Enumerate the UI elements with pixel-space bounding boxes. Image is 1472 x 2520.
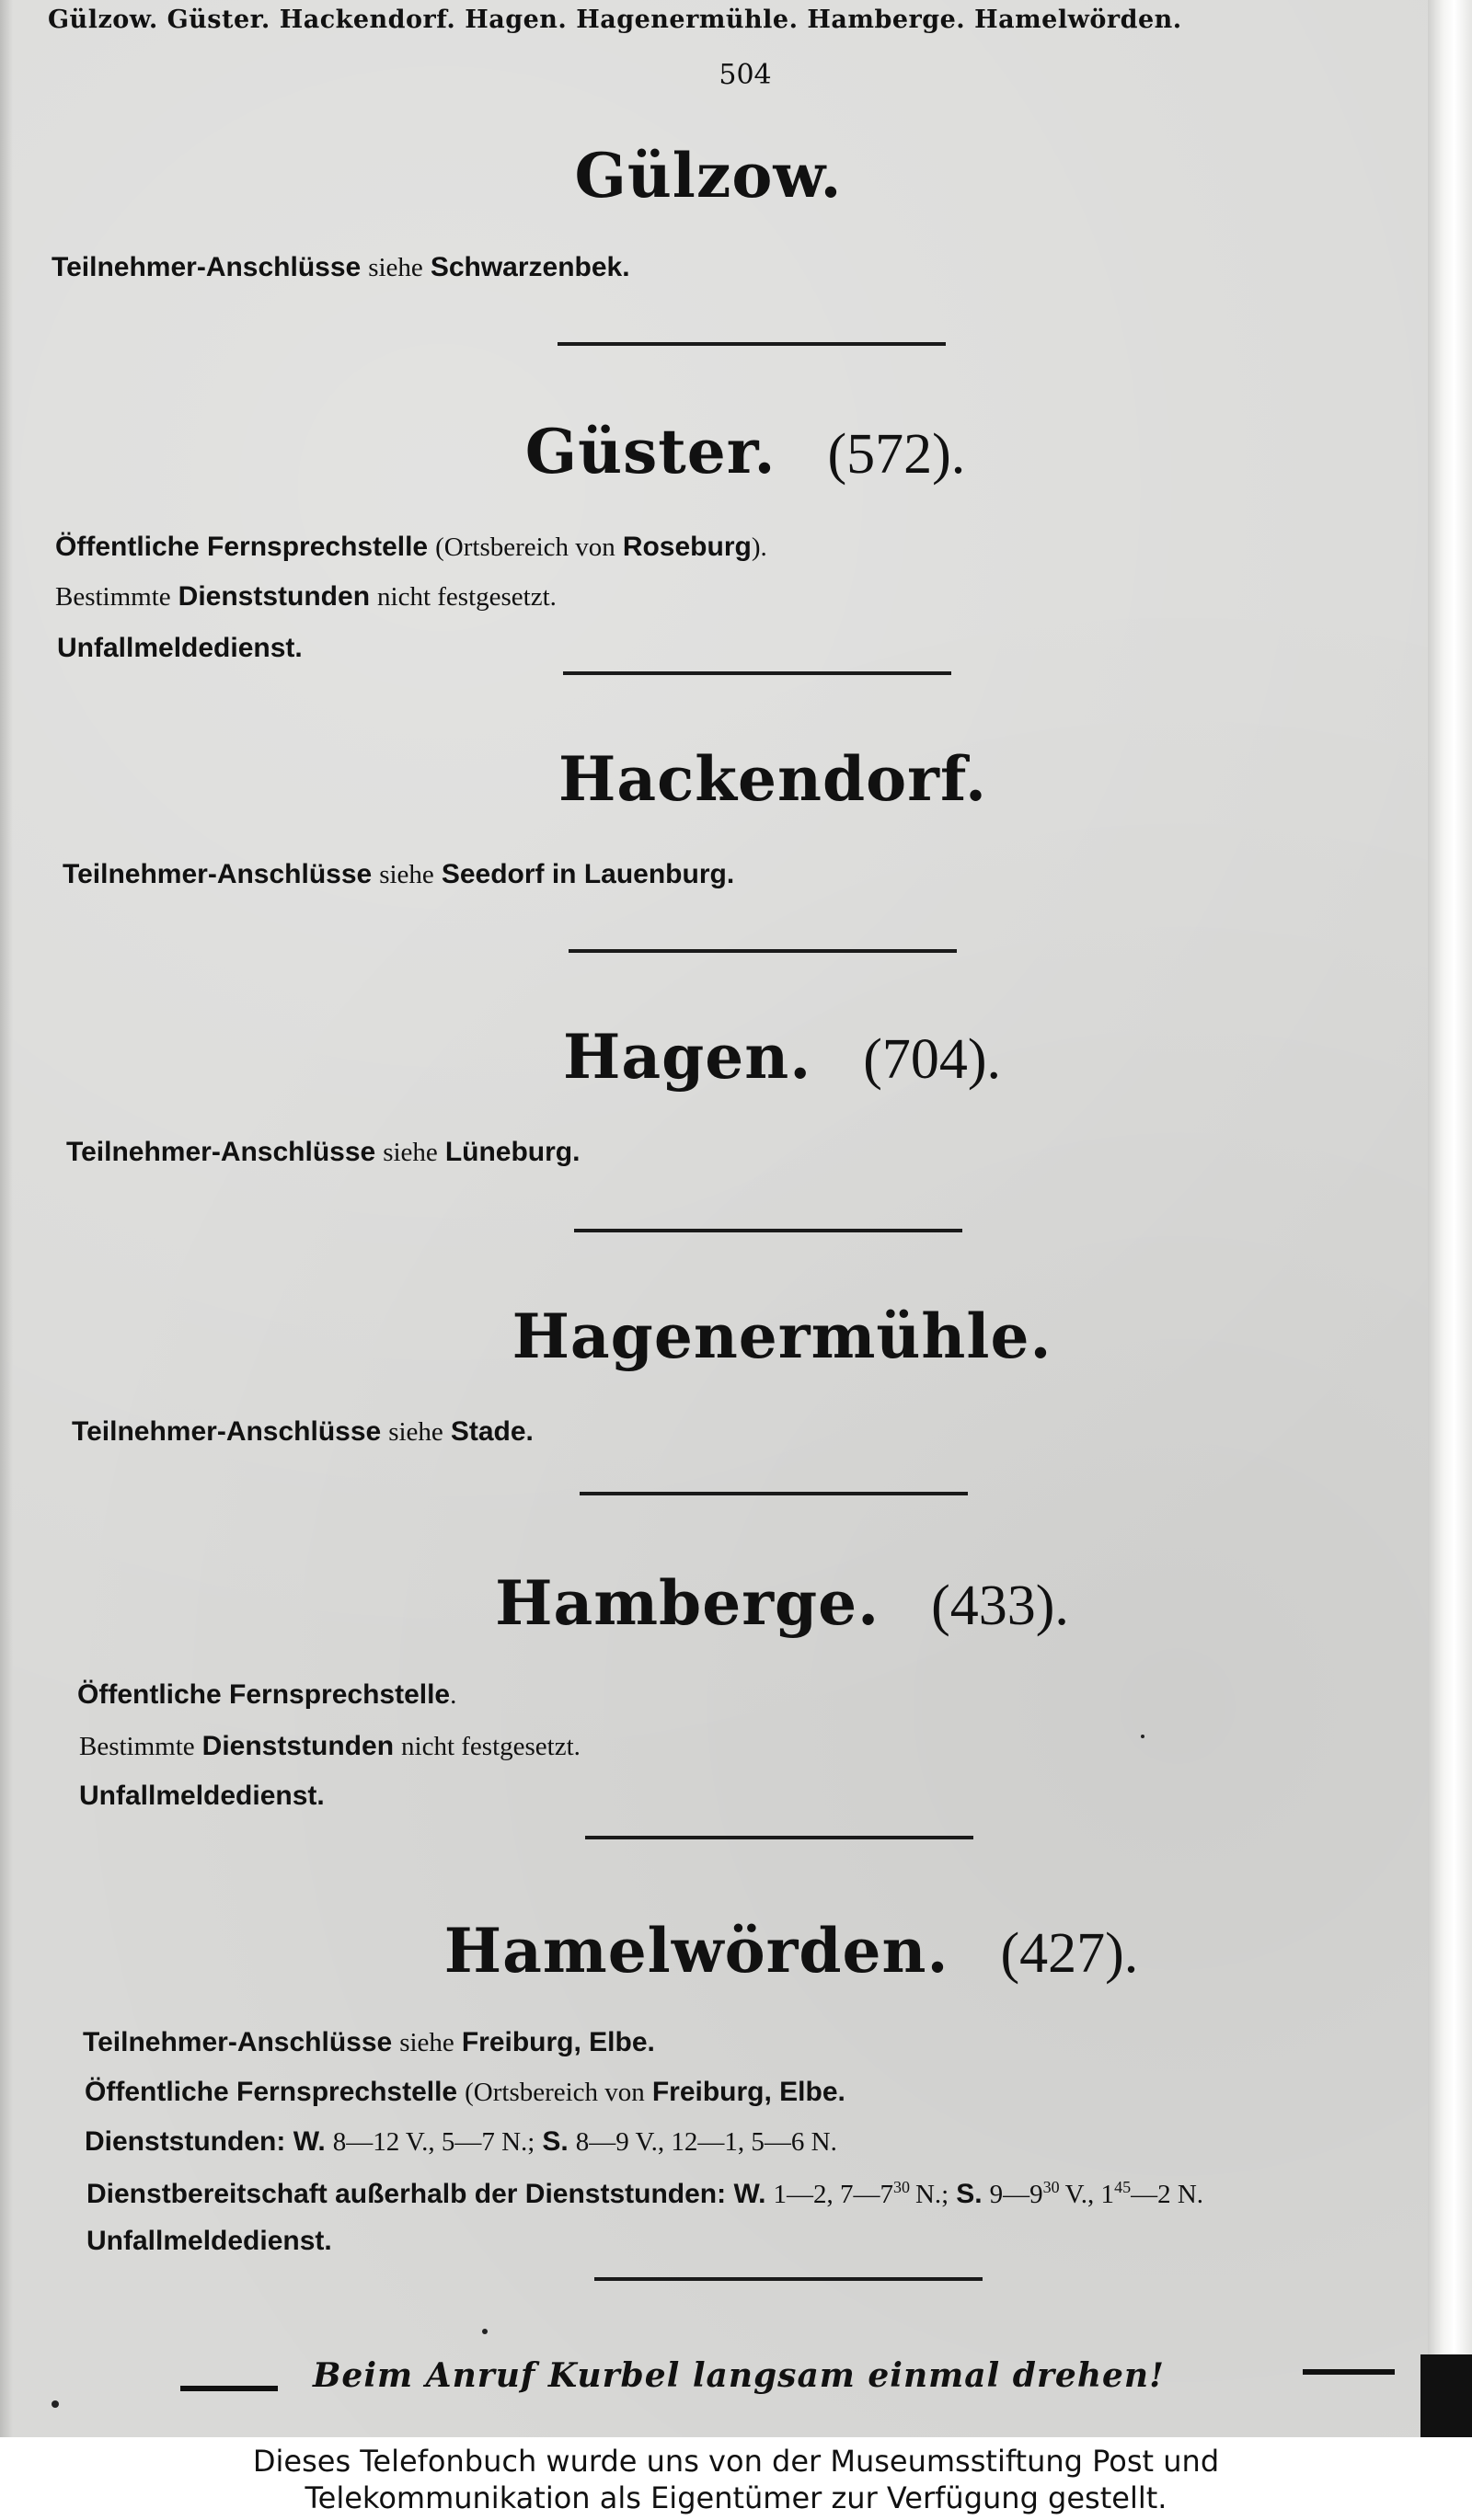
section-title	[0, 1915, 1472, 1987]
section-divider	[594, 2277, 983, 2281]
place-name: Hagen.	[562, 1021, 812, 1093]
entry-label: Dienststunden	[201, 1731, 395, 1761]
caption-line-1: Dieses Telefonbuch wurde uns von der Museumsstiftung Post und	[252, 2444, 1220, 2479]
entry-prefix: Bestimmte	[79, 1732, 195, 1761]
entry-line	[79, 1781, 325, 1812]
entry-value: nicht festgesetzt.	[377, 582, 557, 612]
section-title	[0, 1300, 1472, 1372]
entry-value: nicht festgesetzt.	[401, 1732, 581, 1761]
copyright-caption	[0, 2437, 1472, 2520]
weekday-hours-suffix: N.;	[914, 2180, 949, 2209]
place-name: Gülzow.	[574, 140, 843, 212]
entry-reference: Roseburg	[622, 532, 752, 562]
entry-label: Teilnehmer-Anschlüsse	[72, 1416, 382, 1447]
entry-line	[55, 532, 767, 563]
entry-punctuation: ).	[751, 533, 767, 562]
entry-reference: Freiburg, Elbe.	[651, 2077, 845, 2107]
ink-speck	[1141, 1735, 1144, 1738]
place-name: Hamberge.	[495, 1567, 880, 1639]
area-code: (427).	[1000, 1922, 1139, 1985]
entry-reference: Lüneburg.	[444, 1137, 581, 1167]
entry-label: Teilnehmer-Anschlüsse	[83, 2027, 393, 2057]
section-divider	[574, 1229, 962, 1232]
sunday-hours: 8—9 V., 12—1, 5—6 N.	[575, 2127, 837, 2157]
section-title	[0, 1021, 1472, 1093]
entry-line-standby	[86, 2178, 1211, 2210]
entry-label: Teilnehmer-Anschlüsse	[66, 1137, 376, 1167]
place-name: Hamelwörden.	[443, 1915, 949, 1987]
entry-line-hours	[85, 2126, 845, 2158]
entry-line	[55, 581, 564, 613]
section-title	[0, 743, 1472, 815]
area-code: (572).	[827, 423, 966, 486]
entry-label: Dienststunden:	[85, 2126, 286, 2157]
entry-label: Teilnehmer-Anschlüsse	[52, 252, 362, 282]
ink-speck	[52, 2400, 59, 2408]
entry-line	[72, 1416, 534, 1448]
section-title	[0, 140, 1417, 212]
section-title	[0, 416, 1454, 487]
entry-connector: (Ortsbereich von	[435, 533, 615, 562]
footer-rule-left	[180, 2386, 278, 2391]
entry-line	[86, 2226, 332, 2257]
entry-line	[85, 2077, 845, 2108]
entry-label: Unfallmeldedienst.	[86, 2226, 332, 2256]
place-name: Hagenermühle.	[512, 1300, 1052, 1372]
minutes-superscript: 30	[1042, 2178, 1060, 2196]
ink-speck	[482, 2329, 488, 2334]
section-divider	[580, 1492, 968, 1495]
page-corner-shadow	[1420, 2354, 1472, 2437]
entry-connector: siehe	[383, 1138, 438, 1167]
entry-line	[66, 1137, 580, 1168]
section-divider	[569, 949, 957, 953]
section-divider	[563, 671, 951, 675]
entry-line	[83, 2027, 655, 2058]
running-head: Gülzow. Güster. Hackendorf. Hagen. Hagenermühle. Hamberge. Hamelwörden.	[48, 6, 1182, 34]
footer-rule-right	[1303, 2369, 1395, 2375]
weekday-hours: 1—2, 7—7	[773, 2180, 893, 2209]
sunday-hours: 9—9	[989, 2180, 1043, 2209]
entry-line	[79, 1731, 588, 1762]
area-code: (704).	[863, 1028, 1002, 1091]
entry-connector: (Ortsbereich von	[465, 2078, 645, 2107]
entry-punctuation: .	[450, 1680, 457, 1710]
sunday-hours-part: V., 1	[1064, 2180, 1115, 2209]
entry-label: Dienststunden	[178, 581, 371, 612]
page-right-edge	[1428, 0, 1472, 2437]
entry-label: Öffentliche Fernsprechstelle	[85, 2077, 458, 2107]
weekday-marker: W.	[733, 2179, 766, 2209]
entry-label: Öffentliche Fernsprechstelle	[55, 532, 429, 562]
area-code: (433).	[931, 1575, 1069, 1637]
entry-label: Öffentliche Fernsprechstelle	[77, 1679, 451, 1710]
place-name: Hackendorf.	[558, 743, 987, 815]
weekday-marker: W.	[293, 2126, 326, 2157]
entry-connector: siehe	[399, 2028, 454, 2057]
sunday-marker: S.	[542, 2126, 569, 2157]
entry-prefix: Bestimmte	[55, 582, 171, 612]
minutes-superscript: 30	[892, 2178, 910, 2196]
entry-reference: Schwarzenbek.	[430, 252, 630, 282]
page-number: 504	[719, 59, 772, 91]
section-divider	[585, 1836, 973, 1839]
page-left-edge-shadow	[0, 0, 13, 2437]
entry-line	[57, 633, 303, 664]
entry-label: Unfallmeldedienst.	[57, 633, 303, 663]
entry-reference: Stade.	[450, 1416, 534, 1447]
sunday-marker: S.	[956, 2179, 983, 2209]
caption-line-2: Telekommunikation als Eigentümer zur Verfügung gestellt.	[305, 2480, 1167, 2515]
entry-connector: siehe	[388, 1417, 443, 1447]
section-title	[0, 1567, 1472, 1639]
entry-line	[52, 252, 630, 283]
entry-line	[63, 859, 734, 890]
section-divider	[558, 342, 946, 346]
entry-line	[77, 1679, 456, 1711]
entry-label: Unfallmeldedienst.	[79, 1781, 325, 1811]
entry-label: Dienstbereitschaft außerhalb der Dienststunden:	[86, 2179, 727, 2209]
minutes-superscript: 45	[1114, 2178, 1132, 2196]
weekday-hours: 8—12 V., 5—7 N.;	[332, 2127, 535, 2157]
entry-connector: siehe	[379, 860, 434, 889]
entry-reference: Seedorf in Lauenburg.	[441, 859, 735, 889]
entry-label: Teilnehmer-Anschlüsse	[63, 859, 373, 889]
footer-notice: Beim Anruf Kurbel langsam einmal drehen!	[313, 2356, 1165, 2395]
place-name: Güster.	[524, 416, 776, 487]
entry-reference: Freiburg, Elbe.	[461, 2027, 655, 2057]
sunday-hours-suffix: —2 N.	[1131, 2180, 1204, 2209]
entry-connector: siehe	[368, 253, 423, 282]
